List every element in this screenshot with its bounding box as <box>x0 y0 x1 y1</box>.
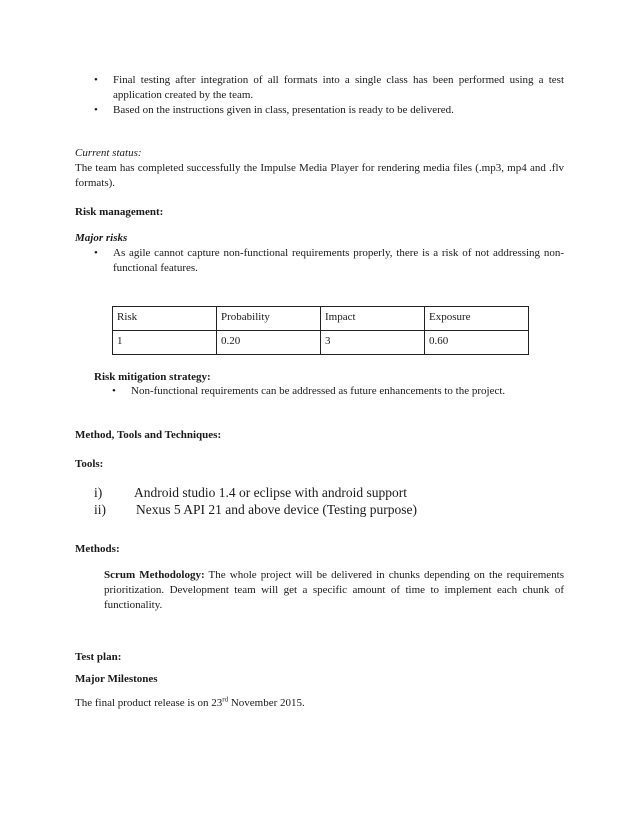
table-header-cell: Risk <box>113 307 217 331</box>
bullet-icon: • <box>94 104 98 116</box>
table-header-cell: Exposure <box>425 307 529 331</box>
list-item: • Non-functional requirements can be addressed as future enhancements to the project. <box>112 385 506 397</box>
current-status-text: The team has completed successfully the Impulse Media Player for rendering media files (.mp3, mp4 and .flv formats). <box>75 162 564 189</box>
test-plan-heading: Test plan: <box>75 651 122 663</box>
table-header-row <box>113 307 529 331</box>
list-item: • Final testing after integration of all formats into a single class has been performed using a test application created by the team. <box>94 74 564 101</box>
mitigation-heading: Risk mitigation strategy: <box>94 371 211 383</box>
table-row <box>113 331 529 355</box>
table-cell: 0.60 <box>425 331 529 355</box>
list-item: i) Android studio 1.4 or eclipse with android support <box>94 485 407 500</box>
intro-bullet-list <box>94 73 564 118</box>
bullet-icon: • <box>94 74 98 86</box>
list-item: • Based on the instructions given in class, presentation is ready to be delivered. <box>94 104 454 116</box>
list-item: ii) Nexus 5 API 21 and above device (Testing purpose) <box>94 502 417 517</box>
risk-management-heading: Risk management: <box>75 206 164 218</box>
bullet-icon: • <box>94 247 98 259</box>
major-risks-list <box>94 246 564 276</box>
bullet-icon: • <box>112 385 116 397</box>
scrum-label: Scrum Methodology: <box>104 569 205 581</box>
major-risks-heading: Major risks <box>75 232 128 244</box>
table-header-cell: Probability <box>217 307 321 331</box>
risk-table <box>112 306 529 355</box>
tools-heading: Tools: <box>75 458 104 470</box>
table-header-cell: Impact <box>321 307 425 331</box>
table-cell: 0.20 <box>217 331 321 355</box>
method-tools-heading: Method, Tools and Techniques: <box>75 429 222 441</box>
methods-heading: Methods: <box>75 543 120 555</box>
mitigation-list <box>112 384 564 399</box>
current-status-heading: Current status: <box>75 147 142 159</box>
list-item: • As agile cannot capture non-functional requirements properly, there is a risk of not addressing non-functional features. <box>94 247 564 274</box>
tools-list <box>94 484 514 520</box>
scrum-methodology-paragraph: Scrum Methodology: The whole project will be delivered in chunks depending on the requirements prioritization. Development team will get a specific amount of time to implement each chunk of functionality. <box>104 569 564 611</box>
table-cell: 3 <box>321 331 425 355</box>
major-milestones-heading: Major Milestones <box>75 673 158 685</box>
release-date-text: The final product release is on 23rd November 2015. <box>75 695 305 709</box>
table-cell: 1 <box>113 331 217 355</box>
